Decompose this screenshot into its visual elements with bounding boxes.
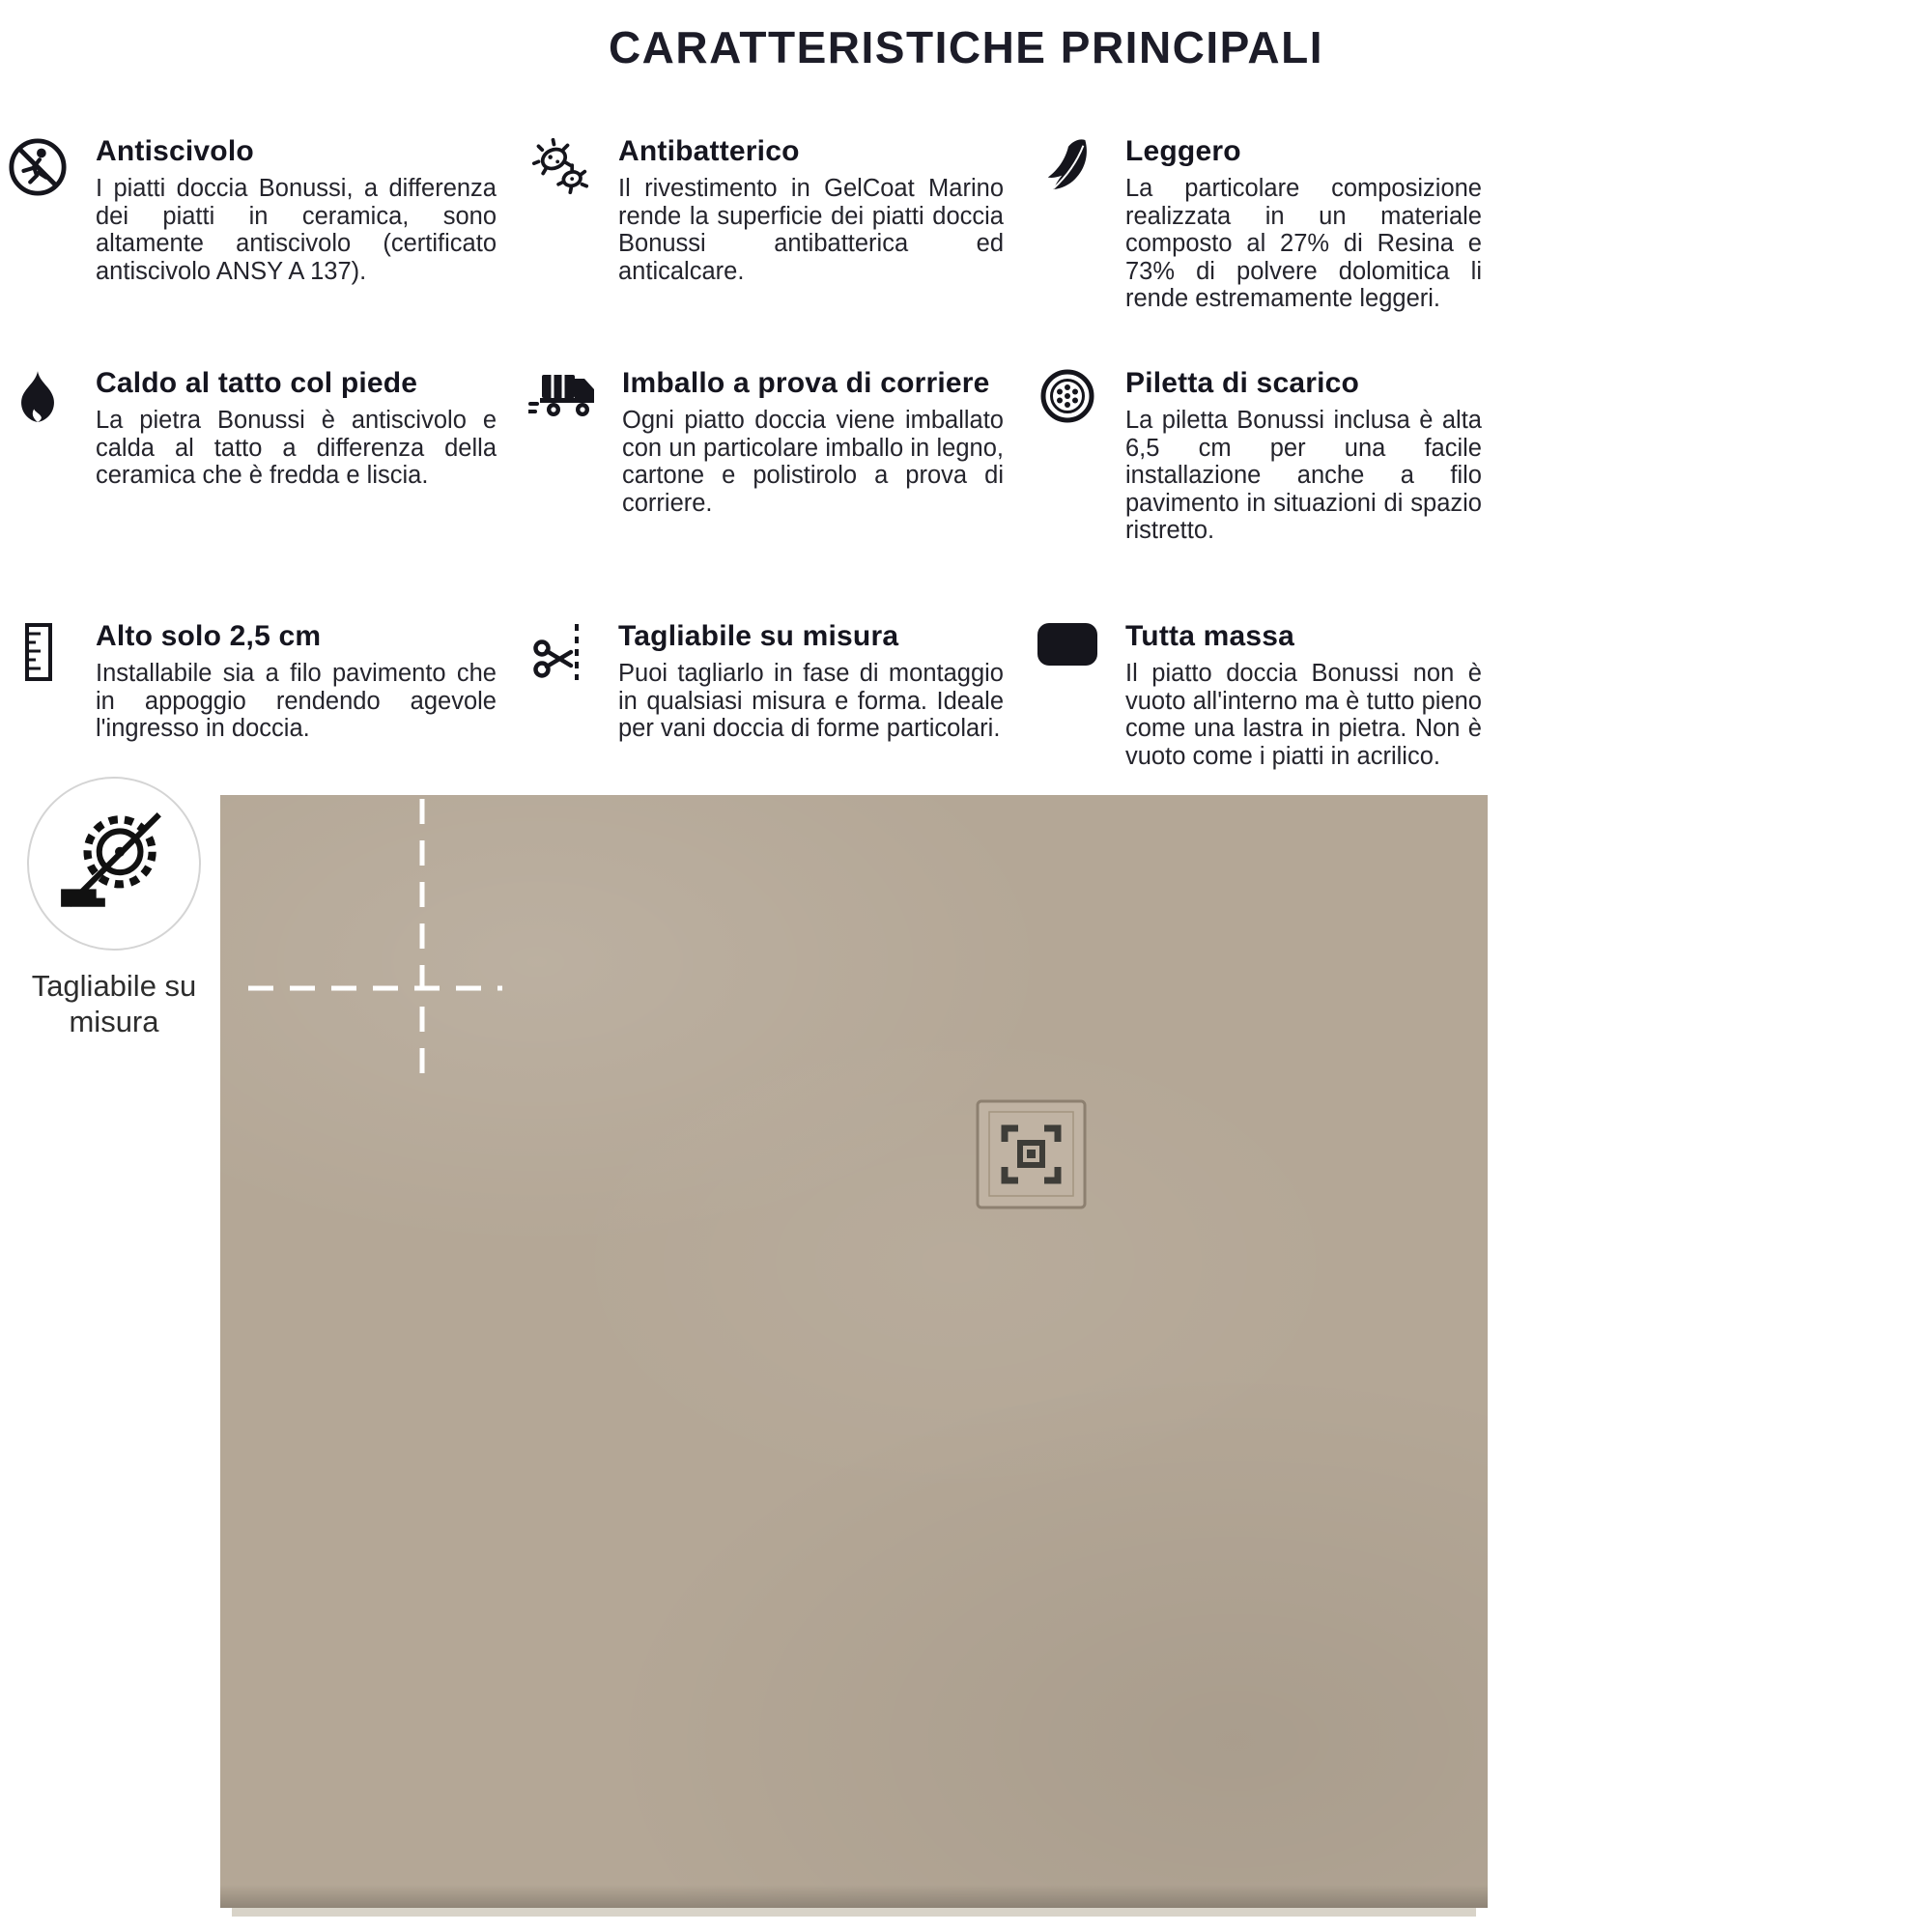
circular-saw-icon (55, 805, 173, 923)
feature-title: Antiscivolo (96, 135, 254, 167)
feature-antibatterico (528, 135, 1004, 367)
feature-text: La piletta Bonussi inclusa è alta 6,5 cm per una facile installazione anche a filo pavimento in situazioni di spazio ristretto. (1125, 407, 1482, 544)
feature-text: Il rivestimento in GelCoat Marino rende la superficie dei piatti doccia Bonussi antibatterica ed anticalcare. (618, 175, 1004, 285)
feature-alto-solo (6, 620, 497, 770)
feature-text: Puoi tagliarlo in fase di montaggio in qualsiasi misura e forma. Ideale per vani doccia di forme particolari. (618, 660, 1004, 742)
scissors-icon (528, 620, 592, 682)
feature-title: Tagliabile su misura (618, 620, 899, 652)
feather-icon (1036, 135, 1099, 195)
feature-antiscivolo (6, 135, 497, 367)
ruler-icon (6, 620, 70, 682)
solid-mass-icon (1036, 620, 1099, 667)
tray-floor-shadow (232, 1908, 1476, 1917)
feature-piletta (1036, 367, 1482, 620)
cut-lines (220, 795, 1488, 1908)
feature-text: La pietra Bonussi è antiscivolo e calda al tatto a differenza della ceramica che è fredda e liscia. (96, 407, 497, 489)
drain-icon (1036, 367, 1099, 423)
feature-caldo-al-tatto (6, 367, 497, 620)
truck-icon (528, 367, 596, 421)
flame-icon (6, 367, 70, 425)
feature-title: Caldo al tatto col piede (96, 367, 418, 399)
drain-grate (976, 1099, 1087, 1209)
feature-title: Tutta massa (1125, 620, 1295, 652)
cut-to-size-badge (27, 777, 201, 951)
feature-tutta-massa (1036, 620, 1482, 770)
feature-tagliabile (528, 620, 1004, 770)
feature-text: La particolare composizione realizzata in un materiale composto al 27% di Resina e 73% di polvere dolomitica li rende estremamente leggeri. (1125, 175, 1482, 312)
feature-title: Piletta di scarico (1125, 367, 1360, 399)
feature-title: Alto solo 2,5 cm (96, 620, 322, 652)
cut-to-size-badge-label: Tagliabile su misura (31, 969, 197, 1038)
feature-title: Imballo a prova di corriere (622, 367, 990, 399)
feature-text: Installabile sia a filo pavimento che in appoggio rendendo agevole l'ingresso in doccia. (96, 660, 497, 742)
feature-text: I piatti doccia Bonussi, a differenza dei piatti in ceramica, sono altamente antiscivolo (certificato antiscivolo ANSY A 137). (96, 175, 497, 285)
no-slip-icon (6, 135, 70, 197)
feature-imballo (528, 367, 1004, 620)
feature-text: Il piatto doccia Bonussi non è vuoto all'interno ma è tutto pieno come una lastra in pietra. Non è vuoto come i piatti in acrilico. (1125, 660, 1482, 770)
feature-title: Leggero (1125, 135, 1241, 167)
page-title: CARATTERISTICHE PRINCIPALI (608, 22, 1324, 72)
shower-tray-image (220, 795, 1488, 1908)
feature-title: Antibatterico (618, 135, 800, 167)
feature-leggero (1036, 135, 1482, 367)
features-grid (6, 135, 1488, 770)
feature-text: Ogni piatto doccia viene imballato con un particolare imballo in legno, cartone e polistirolo a prova di corriere. (622, 407, 1004, 517)
bacteria-icon (528, 135, 592, 195)
